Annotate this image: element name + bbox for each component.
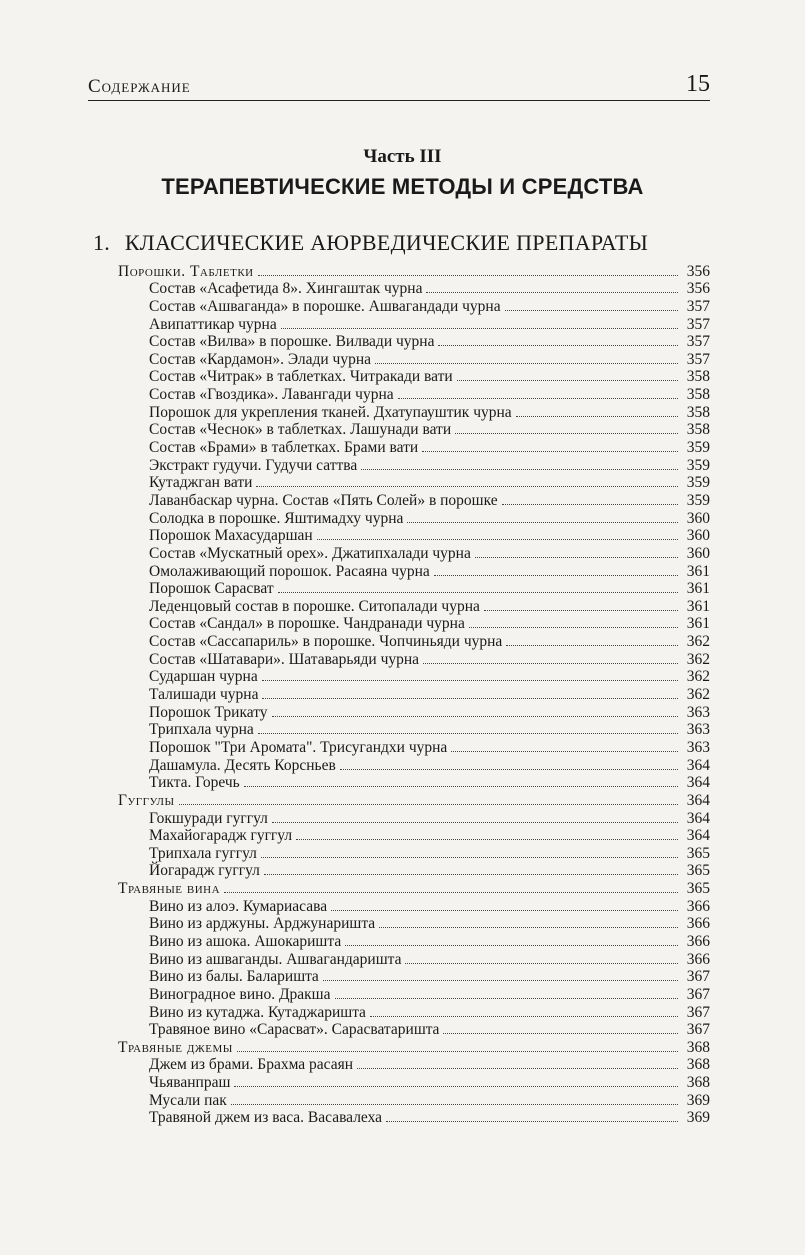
toc-entry-page: 367: [686, 968, 710, 986]
toc-entry: [118, 897, 710, 915]
toc-entry-page: 361: [686, 615, 710, 633]
toc-entry-page: 369: [686, 1091, 710, 1109]
toc-entry-page: 360: [686, 509, 710, 527]
toc-entry-title: Солодка в порошке. Яштимадху чурна: [149, 509, 404, 527]
dot-leader: [434, 575, 678, 576]
toc-entry: [118, 774, 710, 792]
dot-leader: [323, 980, 678, 981]
toc-entry-page: 356: [686, 262, 710, 280]
toc-entry-title: Авипаттикар чурна: [149, 315, 277, 333]
toc-entry-title: Вино из алоэ. Кумариасава: [149, 897, 328, 915]
toc-entry: [118, 932, 710, 950]
toc-entry-title: Экстракт гудучи. Гудучи саттва: [149, 456, 358, 474]
toc-entry-page: 357: [686, 350, 710, 368]
running-header: [88, 72, 710, 101]
toc-entry: [118, 685, 710, 703]
dot-leader: [475, 557, 678, 558]
dot-leader: [370, 1016, 678, 1017]
toc-entry-page: 366: [686, 932, 710, 950]
toc-entry-page: 360: [686, 544, 710, 562]
toc-entry-title: Дашамула. Десять Корсньев: [149, 756, 336, 774]
toc-entry-page: 364: [686, 809, 710, 827]
toc-entry-page: 361: [686, 562, 710, 580]
dot-leader: [484, 610, 678, 611]
dot-leader: [361, 469, 678, 470]
toc-entry-page: 363: [686, 721, 710, 739]
toc-entry-title: Мусали пак: [149, 1091, 227, 1109]
toc-entry: [118, 1056, 710, 1074]
toc-entry-page: 367: [686, 985, 710, 1003]
toc-entry: [118, 632, 710, 650]
toc-entry: [118, 844, 710, 862]
toc-entry-title: Чьяванпраш: [149, 1074, 231, 1092]
toc-entry-page: 365: [686, 880, 710, 898]
toc-entry-title: Порошок "Три Аромата". Трисугандхи чурна: [149, 738, 448, 756]
part-title: ТЕРАПЕВТИЧЕСКИЕ МЕТОДЫ И СРЕДСТВА: [161, 174, 644, 199]
dot-leader: [455, 433, 678, 434]
toc-entry-page: 360: [686, 527, 710, 545]
toc-entry-title: Травяные вина: [118, 880, 221, 898]
toc-entry-page: 359: [686, 456, 710, 474]
toc-entry-title: Талишади чурна: [149, 686, 259, 704]
toc-entry: [118, 650, 710, 668]
toc-entry-title: Порошок Сарасват: [149, 580, 274, 598]
dot-leader: [405, 963, 678, 964]
toc-entry-page: 366: [686, 915, 710, 933]
toc-entry: [118, 968, 710, 986]
toc-section-entry: [118, 262, 710, 280]
toc-entry-title: Трипхала гуггул: [149, 844, 257, 862]
dot-leader: [272, 716, 678, 717]
dot-leader: [379, 927, 678, 928]
dot-leader: [375, 363, 678, 364]
dot-leader: [386, 1121, 678, 1122]
toc-entry-page: 367: [686, 1021, 710, 1039]
toc-entry-title: Состав «Сассапариль» в порошке. Чопчиньяди чурна: [149, 633, 503, 651]
toc-entry-title: Состав «Кардамон». Элади чурна: [149, 350, 371, 368]
dot-leader: [335, 998, 679, 999]
toc-entry: [118, 438, 710, 456]
toc-entry: [118, 756, 710, 774]
toc-entry: [118, 1091, 710, 1109]
toc-section-entry: [118, 791, 710, 809]
toc-entry-title: Состав «Сандал» в порошке. Чандранади чурна: [149, 615, 465, 633]
toc-entry: [118, 615, 710, 633]
dot-leader: [256, 486, 678, 487]
toc-entry: [118, 597, 710, 615]
toc-entry-title: Леденцовый состав в порошке. Ситопалади чурна: [149, 597, 480, 615]
toc-entry-page: 362: [686, 633, 710, 651]
toc-entry: [118, 315, 710, 333]
dot-leader: [278, 592, 678, 593]
toc-entry-title: Гокшуради гуггул: [149, 809, 268, 827]
part-label: Часть III: [363, 146, 442, 167]
toc-entry-title: Виноградное вино. Дракша: [149, 985, 331, 1003]
toc-entry-title: Вино из ашваганды. Ашвагандаришта: [149, 950, 402, 968]
toc-entry: [118, 544, 710, 562]
chapter-heading: [93, 230, 648, 256]
toc-entry: [118, 950, 710, 968]
toc-entry-page: 363: [686, 703, 710, 721]
dot-leader: [345, 945, 678, 946]
dot-leader: [357, 1068, 678, 1069]
dot-leader: [426, 292, 678, 293]
toc-entry-title: Вино из кутаджа. Кутаджариштa: [149, 1003, 366, 1021]
dot-leader: [506, 645, 678, 646]
dot-leader: [331, 910, 678, 911]
toc-entry: [118, 368, 710, 386]
toc-entry-title: Травяные джемы: [118, 1038, 233, 1056]
toc-entry-page: 364: [686, 791, 710, 809]
toc-entry-title: Йогарадж гуггул: [149, 862, 260, 880]
toc-entry-page: 359: [686, 474, 710, 492]
toc-entry-page: 364: [686, 756, 710, 774]
toc-entry-title: Гуггулы: [118, 791, 175, 809]
toc-entry: [118, 562, 710, 580]
toc-entry: [118, 721, 710, 739]
toc-entry: [118, 509, 710, 527]
running-header-title: Содержание: [88, 76, 191, 97]
toc-entry-page: 358: [686, 368, 710, 386]
table-of-contents: [118, 262, 710, 1126]
toc-entry-page: 358: [686, 386, 710, 404]
toc-entry-page: 369: [686, 1109, 710, 1127]
toc-entry-page: 368: [686, 1074, 710, 1092]
toc-entry: [118, 456, 710, 474]
toc-entry-page: 366: [686, 897, 710, 915]
page-number: 15: [686, 71, 710, 97]
toc-entry-page: 361: [686, 597, 710, 615]
dot-leader: [317, 539, 678, 540]
toc-entry-title: Вино из арджуны. Арджунаришта: [149, 915, 376, 933]
toc-entry: [118, 1109, 710, 1127]
toc-entry: [118, 985, 710, 1003]
toc-entry-page: 366: [686, 950, 710, 968]
toc-entry-page: 358: [686, 403, 710, 421]
toc-entry-title: Трипхала чурна: [149, 721, 254, 739]
toc-entry-title: Состав «Шатавари». Шатаварьяди чурна: [149, 650, 420, 668]
toc-entry-page: 368: [686, 1056, 710, 1074]
toc-entry-title: Состав «Вилва» в порошке. Вилвади чурна: [149, 333, 435, 351]
toc-entry-title: Травяное вино «Сарасват». Сарасватариштa: [149, 1021, 440, 1039]
toc-entry: [118, 403, 710, 421]
toc-entry-title: Вино из балы. Балариштa: [149, 968, 319, 986]
toc-entry-title: Состав «Читрак» в таблетках. Читракади вати: [149, 368, 453, 386]
toc-entry: [118, 491, 710, 509]
dot-leader: [261, 857, 678, 858]
toc-entry: [118, 1073, 710, 1091]
toc-entry-title: Порошок Трикату: [149, 703, 268, 721]
dot-leader: [438, 345, 678, 346]
toc-entry-page: 357: [686, 315, 710, 333]
toc-entry: [118, 738, 710, 756]
toc-entry: [118, 1021, 710, 1039]
dot-leader: [258, 733, 678, 734]
toc-entry-page: 359: [686, 439, 710, 457]
chapter-title: КЛАССИЧЕСКИЕ АЮРВЕДИЧЕСКИЕ ПРЕПАРАТЫ: [124, 230, 649, 255]
toc-entry-title: Порошки. Таблетки: [118, 262, 254, 280]
dot-leader: [231, 1104, 678, 1105]
toc-entry-title: Состав «Мускатный орех». Джатипхалади чурна: [149, 544, 471, 562]
toc-entry-title: Махайогарадж гуггул: [149, 827, 293, 845]
toc-entry-title: Омолаживающий порошок. Расаяна чурна: [149, 562, 430, 580]
toc-entry-title: Лаванбаскар чурна. Состав «Пять Солей» в порошке: [149, 491, 498, 509]
dot-leader: [407, 522, 678, 523]
dot-leader: [179, 804, 678, 805]
toc-entry-page: 365: [686, 862, 710, 880]
toc-entry: [118, 862, 710, 880]
toc-entry-page: 364: [686, 774, 710, 792]
dot-leader: [272, 822, 678, 823]
toc-entry-title: Травяной джем из васа. Васавалеха: [149, 1109, 383, 1127]
dot-leader: [443, 1033, 678, 1034]
toc-entry-page: 356: [686, 280, 710, 298]
chapter-number: 1.: [93, 230, 111, 255]
toc-entry: [118, 280, 710, 298]
toc-entry: [118, 527, 710, 545]
toc-entry: [118, 385, 710, 403]
toc-entry-title: Вино из ашока. Ашокаришта: [149, 932, 342, 950]
toc-entry-title: Состав «Брами» в таблетках. Брами вати: [149, 439, 419, 457]
toc-entry-title: Кутаджган вати: [149, 474, 253, 492]
toc-entry: [118, 421, 710, 439]
toc-entry-title: Состав «Ашваганда» в порошке. Ашвагандади чурна: [149, 297, 501, 315]
dot-leader: [457, 380, 678, 381]
toc-entry-title: Джем из брами. Брахма расаян: [149, 1056, 354, 1074]
toc-entry-page: 363: [686, 738, 710, 756]
dot-leader: [398, 398, 678, 399]
dot-leader: [340, 769, 678, 770]
dot-leader: [423, 663, 678, 664]
toc-entry: [118, 474, 710, 492]
toc-entry: [118, 703, 710, 721]
toc-entry-page: 362: [686, 668, 710, 686]
toc-entry: [118, 668, 710, 686]
dot-leader: [516, 416, 678, 417]
toc-entry: [118, 915, 710, 933]
dot-leader: [505, 310, 678, 311]
toc-entry: [118, 809, 710, 827]
dot-leader: [237, 1051, 678, 1052]
dot-leader: [262, 698, 678, 699]
dot-leader: [258, 275, 678, 276]
toc-entry-page: 361: [686, 580, 710, 598]
toc-entry-page: 358: [686, 421, 710, 439]
dot-leader: [422, 451, 678, 452]
toc-entry-title: Порошок Махасударшан: [149, 527, 313, 545]
dot-leader: [502, 504, 678, 505]
toc-entry-title: Порошок для укрепления тканей. Дхатупауштик чурна: [149, 403, 512, 421]
toc-entry-page: 367: [686, 1003, 710, 1021]
dot-leader: [469, 627, 678, 628]
toc-section-entry: [118, 879, 710, 897]
dot-leader: [281, 328, 678, 329]
toc-entry: [118, 827, 710, 845]
toc-entry-title: Состав «Чеснок» в таблетках. Лашунади вати: [149, 421, 452, 439]
toc-entry-title: Состав «Асафетида 8». Хингаштак чурна: [149, 280, 423, 298]
toc-entry-page: 364: [686, 827, 710, 845]
toc-entry-title: Сударшан чурна: [149, 668, 258, 686]
toc-entry-page: 362: [686, 650, 710, 668]
dot-leader: [296, 839, 678, 840]
toc-entry-page: 365: [686, 844, 710, 862]
toc-entry: [118, 333, 710, 351]
dot-leader: [244, 786, 678, 787]
toc-section-entry: [118, 1038, 710, 1056]
toc-entry-page: 357: [686, 297, 710, 315]
toc-entry-page: 359: [686, 491, 710, 509]
dot-leader: [234, 1086, 678, 1087]
toc-entry: [118, 1003, 710, 1021]
dot-leader: [264, 874, 678, 875]
dot-leader: [451, 751, 678, 752]
toc-entry-page: 368: [686, 1038, 710, 1056]
toc-entry-page: 357: [686, 333, 710, 351]
dot-leader: [262, 680, 678, 681]
toc-entry-page: 362: [686, 686, 710, 704]
toc-entry-title: Тикта. Горечь: [149, 774, 240, 792]
toc-entry-title: Состав «Гвоздика». Лавангади чурна: [149, 386, 394, 404]
dot-leader: [224, 892, 678, 893]
toc-entry: [118, 297, 710, 315]
toc-entry: [118, 350, 710, 368]
toc-entry: [118, 580, 710, 598]
